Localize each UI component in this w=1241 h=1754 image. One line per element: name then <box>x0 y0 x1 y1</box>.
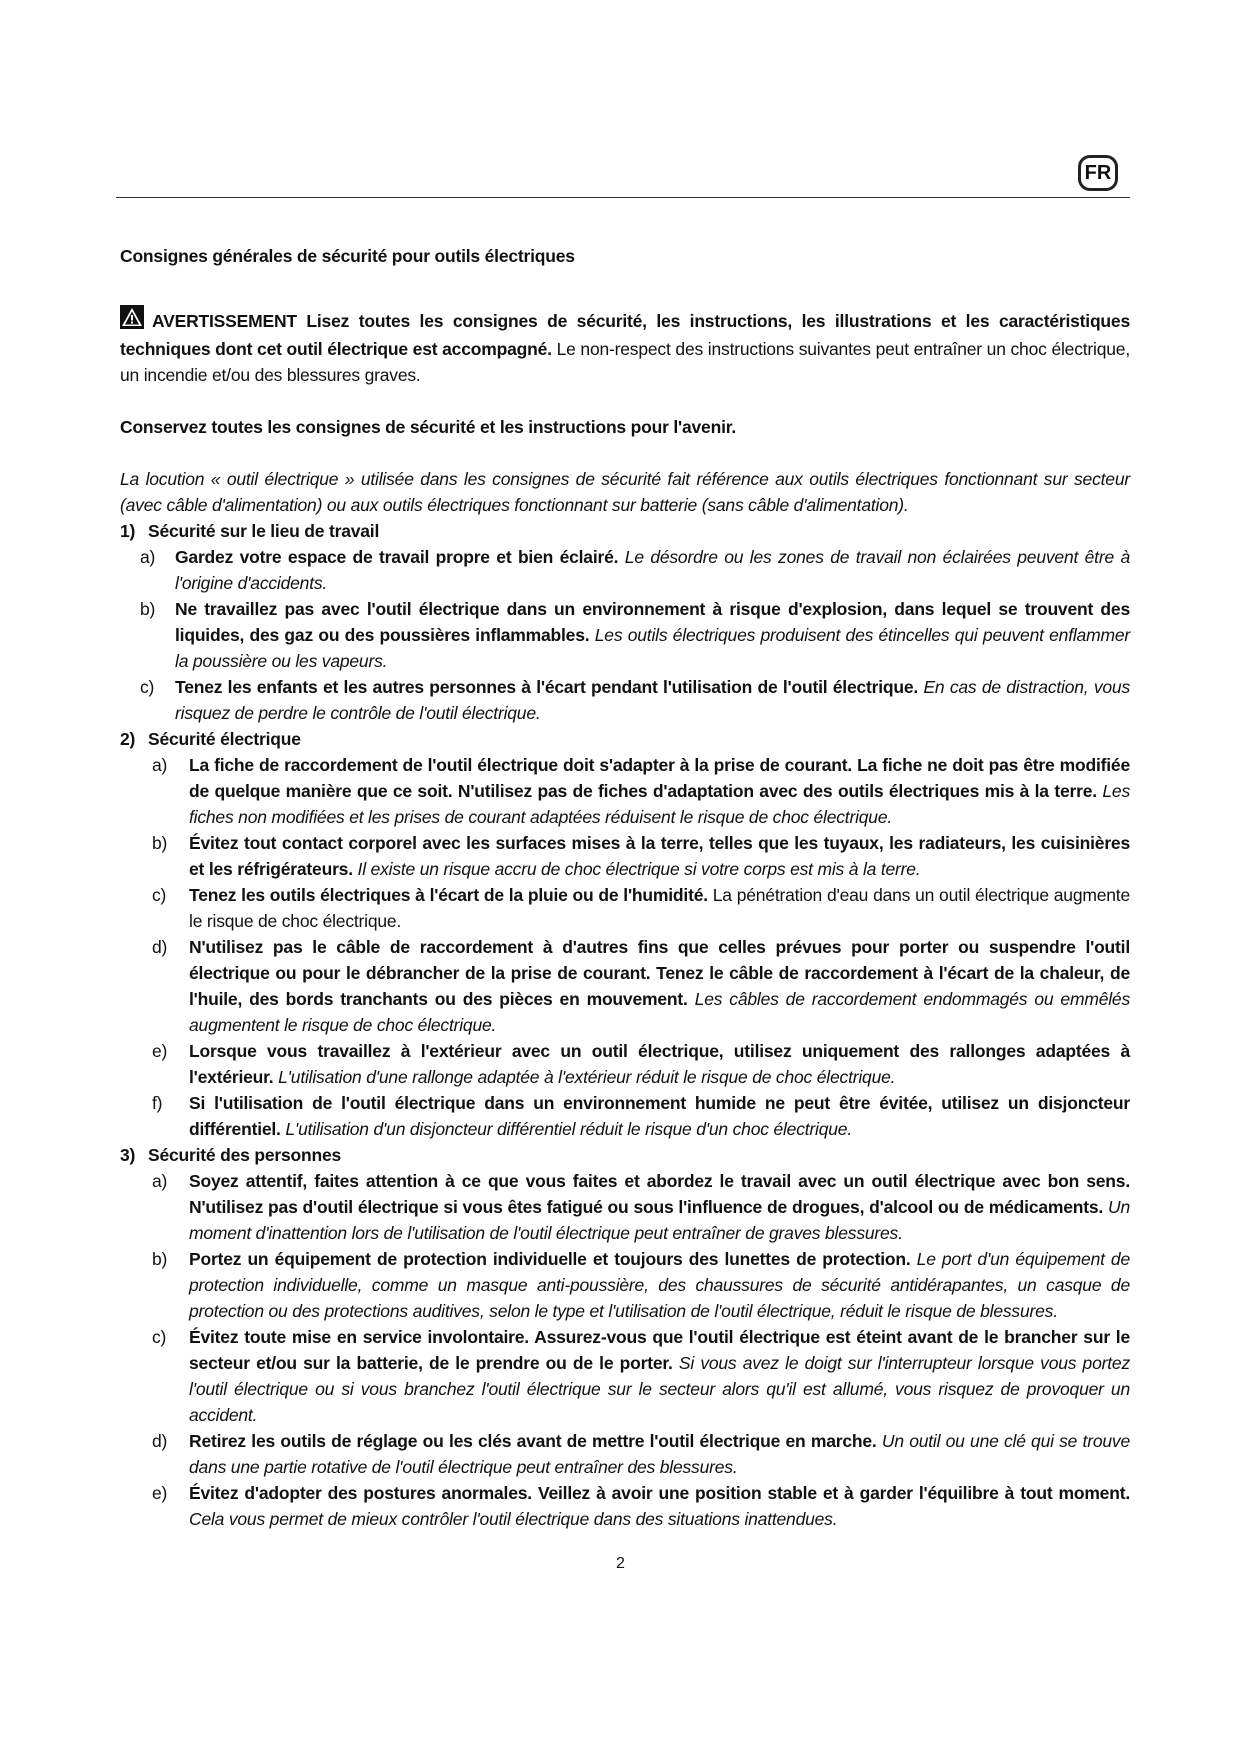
header-rule <box>116 197 1130 198</box>
item-letter: d) <box>152 937 168 957</box>
list-item <box>120 1324 1130 1428</box>
warning-icon <box>120 305 144 336</box>
section-title: Sécurité des personnes <box>148 1145 342 1165</box>
item-letter: a) <box>140 547 156 567</box>
page-number: 2 <box>616 1555 625 1572</box>
item-italic: Si vous avez le doigt sur l'interrupteur lorsque vous portez l'outil électrique ou si vous branchez l'outil électrique sur le secteur alors qu'il est allumé, vous risquez de provoquer un accident. <box>189 1353 1130 1425</box>
item-italic: Les outils électriques produisent des étincelles qui peuvent enflammer la poussière ou les vapeurs. <box>175 625 1130 671</box>
list-item <box>120 596 1130 674</box>
language-badge: FR <box>1078 155 1118 191</box>
item-letter: e) <box>152 1041 168 1061</box>
item-letter: d) <box>152 1431 168 1451</box>
item-bold: Lorsque vous travaillez à l'extérieur avec un outil électrique, utilisez uniquement des rallonges adaptées à l'extérieur. <box>189 1041 1130 1087</box>
content <box>120 243 1130 1532</box>
keep-note: Conservez toutes les consignes de sécurité et les instructions pour l'avenir. <box>120 417 737 437</box>
list-item <box>120 934 1130 1038</box>
item-letter: c) <box>152 885 167 905</box>
item-bold: Ne travaillez pas avec l'outil électrique dans un environnement à risque d'explosion, dans lequel se trouvent des liquides, des gaz ou des poussières inflammables. <box>175 599 1130 645</box>
list-item <box>120 1480 1130 1532</box>
item-bold: Si l'utilisation de l'outil électrique dans un environnement humide ne peut être évitée, utilisez un disjoncteur différentiel. <box>189 1093 1130 1139</box>
list-item <box>120 752 1130 830</box>
section-title: Sécurité sur le lieu de travail <box>148 521 380 541</box>
item-letter: e) <box>152 1483 168 1503</box>
list-item <box>120 882 1130 934</box>
list-item <box>120 544 1130 596</box>
item-italic: Le désordre ou les zones de travail non éclairées peuvent être à l'origine d'accidents. <box>175 547 1130 593</box>
item-bold: Tenez les outils électriques à l'écart de la pluie ou de l'humidité. <box>189 885 708 905</box>
item-italic: Le port d'un équipement de protection individuelle, comme un masque anti-poussière, des chaussures de sécurité antidérapantes, un casque de protection ou des protections auditives, selon le type et l'utilisation de l'outil électrique, réduit le risque de blessures. <box>189 1249 1130 1321</box>
section-workplace-safety <box>120 518 1130 726</box>
item-italic: Il existe un risque accru de choc électrique si votre corps est mis à la terre. <box>352 859 921 879</box>
item-letter: a) <box>152 1171 168 1191</box>
list-item <box>120 830 1130 882</box>
item-bold: Retirez les outils de réglage ou les clés avant de mettre l'outil électrique en marche. <box>189 1431 877 1451</box>
item-italic: Un moment d'inattention lors de l'utilisation de l'outil électrique peut entraîner de graves blessures. <box>189 1197 1130 1243</box>
item-bold: Évitez toute mise en service involontaire. Assurez-vous que l'outil électrique est éteint avant de le brancher sur le secteur et/ou sur la batterie, de le prendre ou de le porter. <box>189 1327 1130 1373</box>
item-italic: Cela vous permet de mieux contrôler l'outil électrique dans des situations inattendues. <box>189 1509 838 1529</box>
item-letter: a) <box>152 755 168 775</box>
warning-paragraph <box>120 305 1130 388</box>
item-italic: Un outil ou une clé qui se trouve dans une partie rotative de l'outil électrique peut entraîner des blessures. <box>189 1431 1130 1477</box>
warning-bold: AVERTISSEMENT Lisez toutes les consignes de sécurité, les instructions, les illustrations et les caractéristiques techniques dont cet outil électrique est accompagné. <box>120 311 1130 359</box>
item-bold: Soyez attentif, faites attention à ce que vous faites et abordez le travail avec un outil électrique avec bon sens. N'utilisez pas d'outil électrique si vous êtes fatigué ou sous l'influence de drogues, d'alcool ou de médicaments. <box>189 1171 1130 1217</box>
item-italic: Les fiches non modifiées et les prises de courant adaptées réduisent le risque de choc électrique. <box>189 781 1131 827</box>
section-number: 3) <box>120 1145 136 1165</box>
item-text: La pénétration d'eau dans un outil électrique augmente le risque de choc électrique. <box>189 885 1130 931</box>
item-italic: L'utilisation d'un disjoncteur différentiel réduit le risque d'un choc électrique. <box>280 1119 852 1139</box>
item-letter: b) <box>140 599 156 619</box>
item-letter: f) <box>152 1093 163 1113</box>
item-bold: Gardez votre espace de travail propre et bien éclairé. <box>175 547 619 567</box>
item-bold: N'utilisez pas le câble de raccordement à d'autres fins que celles prévues pour porter ou suspendre l'outil électrique ou pour le débrancher de la prise de courant. Tenez le câble de raccordement à l'écart de la chaleur, de l'huile, des bords tranchants ou des pièces en mouvement. <box>189 937 1130 1009</box>
list-item <box>120 1168 1130 1246</box>
list-item <box>120 1428 1130 1480</box>
section-personal-safety <box>120 1142 1130 1532</box>
item-bold: Portez un équipement de protection individuelle et toujours des lunettes de protection. <box>189 1249 911 1269</box>
item-bold: Tenez les enfants et les autres personnes à l'écart pendant l'utilisation de l'outil électrique. <box>175 677 919 697</box>
list-item <box>120 1246 1130 1324</box>
section-electrical-safety <box>120 726 1130 1142</box>
intro-paragraph: La locution « outil électrique » utilisée dans les consignes de sécurité fait référence aux outils électriques fonctionnant sur secteur (avec câble d'alimentation) ou aux outils électriques fonctionnant sur batterie (sans câble d'alimentation). <box>120 469 1130 515</box>
item-bold: La fiche de raccordement de l'outil électrique doit s'adapter à la prise de courant. La fiche ne doit pas être modifiée de quelque manière que ce soit. N'utilisez pas de fiches d'adaptation avec des outils électriques mis à la terre. <box>189 755 1130 801</box>
item-letter: b) <box>152 833 168 853</box>
item-italic: Les câbles de raccordement endommagés ou emmêlés augmentent le risque de choc électrique. <box>189 989 1131 1035</box>
item-letter: c) <box>140 677 155 697</box>
list-item <box>120 1090 1130 1142</box>
warning-text: Le non-respect des instructions suivantes peut entraîner un choc électrique, un incendie et/ou des blessures graves. <box>120 339 1130 385</box>
item-bold: Évitez d'adopter des postures anormales. Veillez à avoir une position stable et à garder l'équilibre à tout moment. <box>189 1483 1130 1503</box>
item-letter: c) <box>152 1327 167 1347</box>
section-title: Sécurité électrique <box>148 729 301 749</box>
section-number: 2) <box>120 729 136 749</box>
list-item <box>120 1038 1130 1090</box>
page-title: Consignes générales de sécurité pour outils électriques <box>120 246 575 266</box>
item-italic: En cas de distraction, vous risquez de perdre le contrôle de l'outil électrique. <box>175 677 1130 723</box>
section-number: 1) <box>120 521 136 541</box>
list-item <box>120 674 1130 726</box>
item-letter: b) <box>152 1249 168 1269</box>
item-bold: Évitez tout contact corporel avec les surfaces mises à la terre, telles que les tuyaux, les radiateurs, les cuisinières et les réfrigérateurs. <box>189 833 1130 879</box>
item-italic: L'utilisation d'une rallonge adaptée à l'extérieur réduit le risque de choc électrique. <box>273 1067 896 1087</box>
